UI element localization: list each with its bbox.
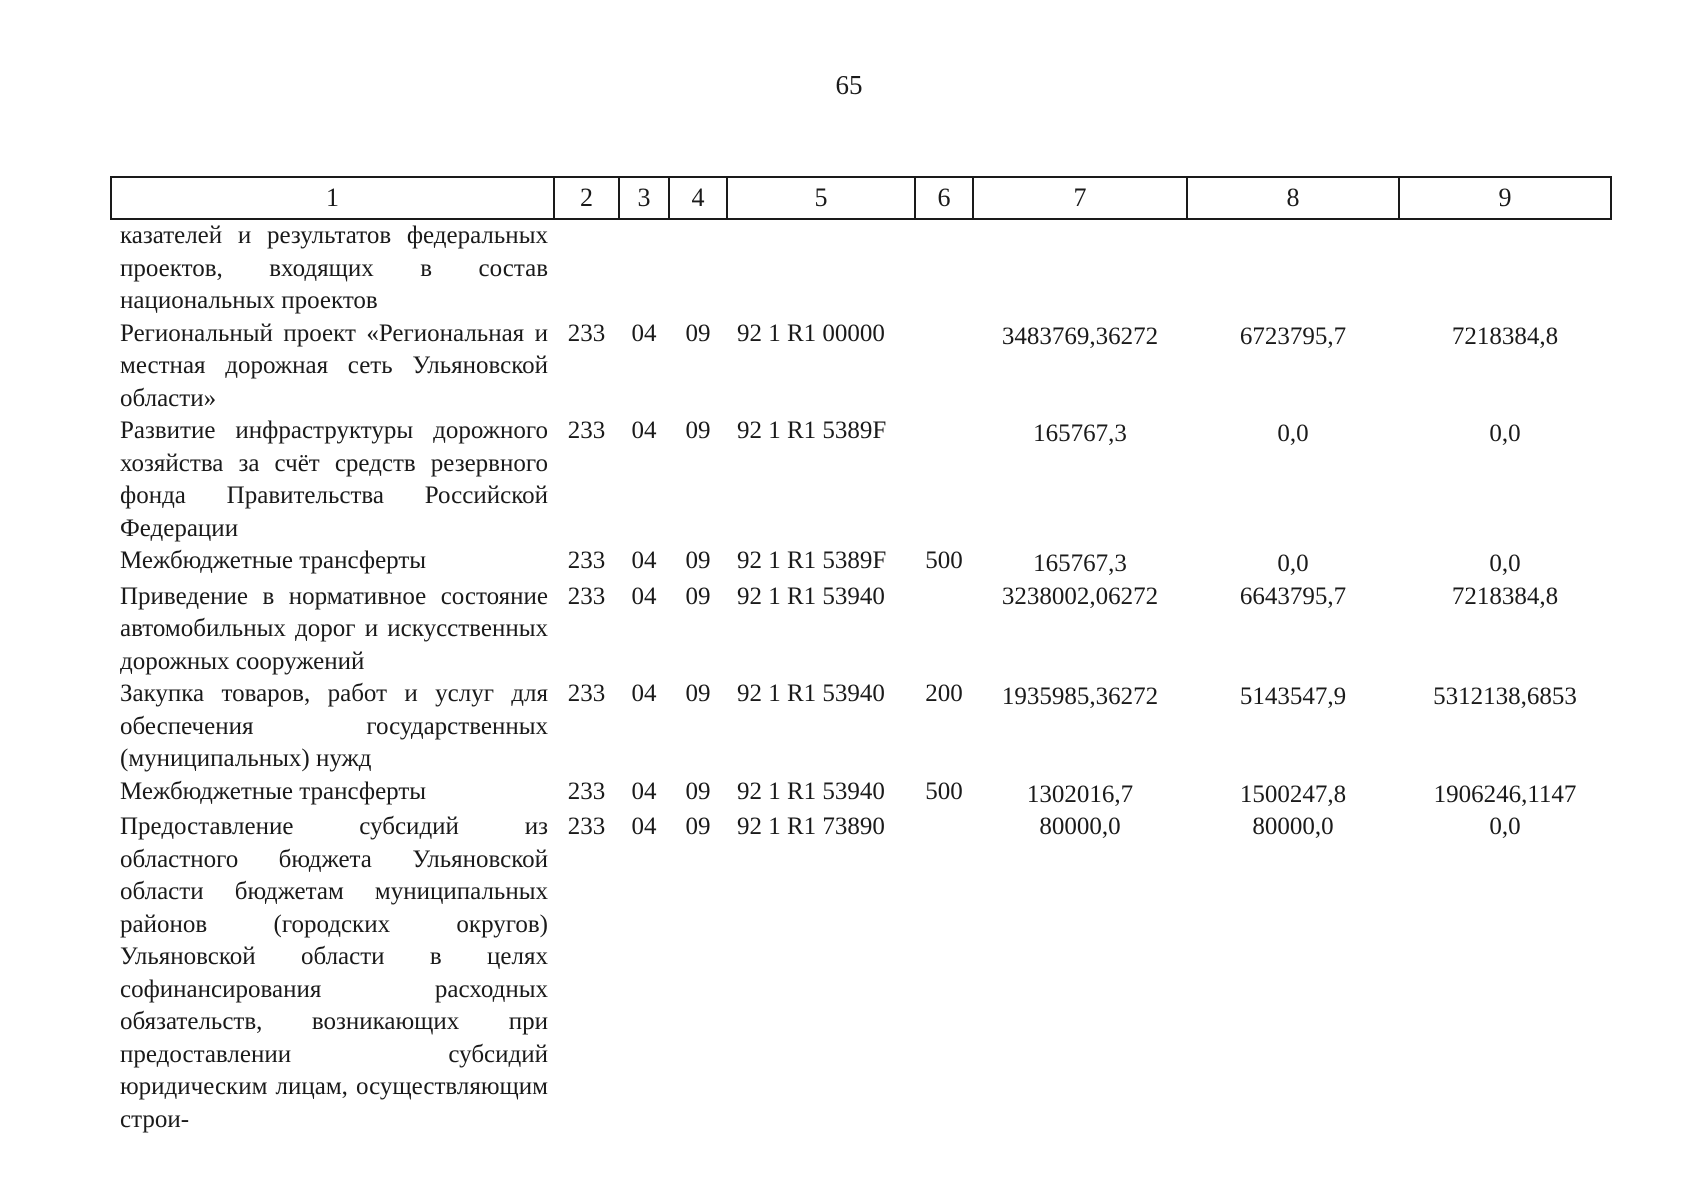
row-amount-8: 6643795,7 [1239,582,1347,610]
row-grbs: 233 [567,582,606,610]
row-pr: 09 [685,813,711,840]
row-name: Региональный проект «Региональная и местная дорожная сеть Ульяновской области» [120,319,548,412]
row-name: Приведение в нормативное состояние автомобильных дорог и искусственных дорожных сооружений [120,582,548,675]
table-row [111,219,1611,318]
row-rz: 04 [631,319,657,347]
row-rz: 04 [631,680,657,707]
row-amount-7 [973,219,1187,318]
row-vr [915,219,973,318]
row-grbs: 233 [567,777,606,805]
column-header-8: 8 [1187,177,1399,219]
row-name: Межбюджетные трансферты [120,777,427,805]
table-row [111,811,1611,1136]
row-amount-9: 7218384,8 [1451,322,1559,350]
row-amount-8: 5143547,9 [1239,683,1347,710]
row-amount-7: 3483769,36272 [1001,322,1159,350]
row-grbs: 233 [567,813,606,840]
table-row [111,545,1611,581]
row-csr: 92 1 R1 53940 [737,680,885,707]
row-pr: 09 [685,547,711,574]
row-vr: 500 [925,547,963,574]
row-vr [915,811,973,1136]
table-row [111,581,1611,679]
row-rz: 04 [631,813,657,840]
row-amount-7: 1935985,36272 [1001,683,1159,710]
row-pr: 09 [685,777,711,805]
row-csr: 92 1 R1 53940 [737,582,885,610]
row-pr: 09 [685,417,711,444]
row-name: казателей и результатов федеральных проектов, входящих в состав национальных проектов [120,222,548,314]
row-vr: 500 [925,777,963,805]
column-header-4: 4 [669,177,727,219]
row-csr: 92 1 R1 5389F [737,547,887,574]
table-row [111,318,1611,416]
row-csr: 92 1 R1 5389F [737,417,887,444]
row-vr: 200 [925,680,963,707]
row-grbs: 233 [567,417,606,444]
table-header [111,177,1611,219]
row-grbs [554,219,619,318]
row-amount-8 [1187,219,1399,318]
column-header-2: 2 [554,177,619,219]
row-vr [915,415,973,545]
column-header-7: 7 [973,177,1187,219]
row-amount-9: 7218384,8 [1451,582,1559,610]
row-grbs: 233 [567,319,606,347]
row-amount-9 [1399,219,1611,318]
page-number: 65 [835,70,863,100]
row-amount-9: 0,0 [1489,813,1521,840]
row-pr: 09 [685,319,711,347]
row-grbs: 233 [567,547,606,574]
row-amount-7: 165767,3 [1033,420,1127,447]
row-name: Межбюджетные трансферты [120,547,427,574]
row-amount-7: 165767,3 [1033,550,1127,577]
row-pr: 09 [685,680,711,707]
row-amount-9: 5312138,6853 [1433,683,1577,710]
table-row [111,415,1611,545]
row-csr: 92 1 R1 73890 [737,813,885,840]
table-row [111,776,1611,812]
budget-table [110,176,1612,1136]
row-amount-9: 0,0 [1489,420,1521,447]
row-amount-7: 80000,0 [1039,813,1121,840]
column-header-1: 1 [111,177,554,219]
row-pr [669,219,727,318]
row-csr: 92 1 R1 53940 [737,777,885,805]
header-row [111,177,1611,219]
row-amount-7: 1302016,7 [1026,780,1134,808]
row-grbs: 233 [567,680,606,707]
row-rz [619,219,669,318]
table-row [111,678,1611,776]
row-amount-9: 1906246,1147 [1433,780,1577,808]
row-amount-8: 0,0 [1277,420,1309,447]
row-rz: 04 [631,582,657,610]
row-rz: 04 [631,417,657,444]
column-header-6: 6 [915,177,973,219]
row-csr: 92 1 R1 00000 [737,319,885,347]
column-header-5: 5 [727,177,915,219]
row-amount-7: 3238002,06272 [1001,582,1159,610]
row-csr [727,219,915,318]
row-pr: 09 [685,582,711,610]
column-header-9: 9 [1399,177,1611,219]
row-amount-8: 6723795,7 [1239,322,1347,350]
row-rz: 04 [631,547,657,574]
row-amount-8: 0,0 [1277,550,1309,577]
row-amount-8: 80000,0 [1252,813,1334,840]
column-header-3: 3 [619,177,669,219]
table-body [111,219,1611,1136]
row-vr [915,581,973,679]
row-name: Предоставление субсидий из областного бюджета Ульяновской области бюджетам муниципальных районов (городских округов) Ульяновской области в целях софинансирования расходных обязательств, возникающих при предоставлении субсидий юридическим лицам, осуществляющим строи- [120,813,548,1133]
row-name: Развитие инфраструктуры дорожного хозяйства за счёт средств резервного фонда Правительства Российской Федерации [120,417,548,542]
row-amount-8: 1500247,8 [1239,780,1347,808]
row-vr [915,318,973,416]
row-rz: 04 [631,777,657,805]
row-name: Закупка товаров, работ и услуг для обеспечения государственных (муниципальных) нужд [120,680,548,772]
row-amount-9: 0,0 [1489,550,1521,577]
